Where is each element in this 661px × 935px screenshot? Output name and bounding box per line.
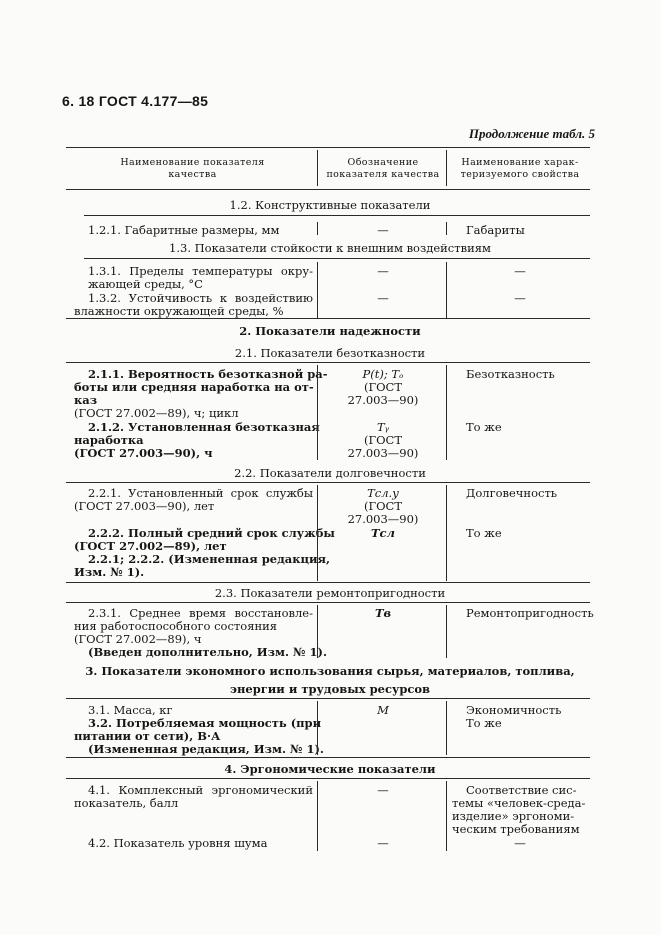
section-rule xyxy=(66,482,590,483)
column-divider xyxy=(317,605,318,658)
column-divider xyxy=(317,365,318,460)
header-col-symbol: Обозначение показателя качества xyxy=(326,157,440,180)
section-rule xyxy=(66,602,590,603)
column-divider xyxy=(446,701,447,755)
section-title-4: 4. Эргономические показатели xyxy=(224,762,436,776)
section-rule xyxy=(84,215,590,216)
page-header: 6. 18 ГОСТ 4.177—85 xyxy=(62,93,209,109)
section-rule xyxy=(66,582,590,583)
column-divider xyxy=(317,485,318,581)
section-title-1-3: 1.3. Показатели стойкости к внешним воздействиям xyxy=(169,241,491,255)
section-rule xyxy=(66,698,590,699)
section-title-2: 2. Показатели надежности xyxy=(239,324,421,338)
header-col-name: Наименование показателя качества xyxy=(120,157,265,180)
section-title-1-2: 1.2. Конструктивные показатели xyxy=(229,198,431,212)
section-title-3-cont: энергии и трудовых ресурсов xyxy=(229,682,431,696)
section-title-3: 3. Показатели экономного использования сырья, материалов, топлива, xyxy=(85,664,575,678)
section-rule xyxy=(84,258,590,259)
table-continuation-label: Продолжение табл. 5 xyxy=(468,126,595,141)
header-divider-1 xyxy=(317,150,318,186)
column-divider xyxy=(446,605,447,658)
column-divider xyxy=(317,701,318,755)
column-divider xyxy=(446,262,447,318)
section-rule xyxy=(66,318,590,319)
table-top-rule xyxy=(66,147,590,148)
column-divider xyxy=(317,262,318,318)
column-divider xyxy=(446,485,447,581)
section-rule xyxy=(66,362,590,363)
header-col-property: Наименование харак- теризуемого свойства xyxy=(460,157,580,180)
section-title-2-2: 2.2. Показатели долговечности xyxy=(234,466,426,480)
section-rule xyxy=(66,757,590,758)
column-divider xyxy=(446,781,447,851)
section-title-2-3: 2.3. Показатели ремонтопригодности xyxy=(214,586,446,600)
column-divider xyxy=(446,365,447,460)
section-title-2-1: 2.1. Показатели безотказности xyxy=(234,346,426,360)
section-rule xyxy=(66,778,590,779)
header-divider-2 xyxy=(446,150,447,186)
column-divider xyxy=(317,781,318,851)
table-header-rule xyxy=(66,189,590,190)
